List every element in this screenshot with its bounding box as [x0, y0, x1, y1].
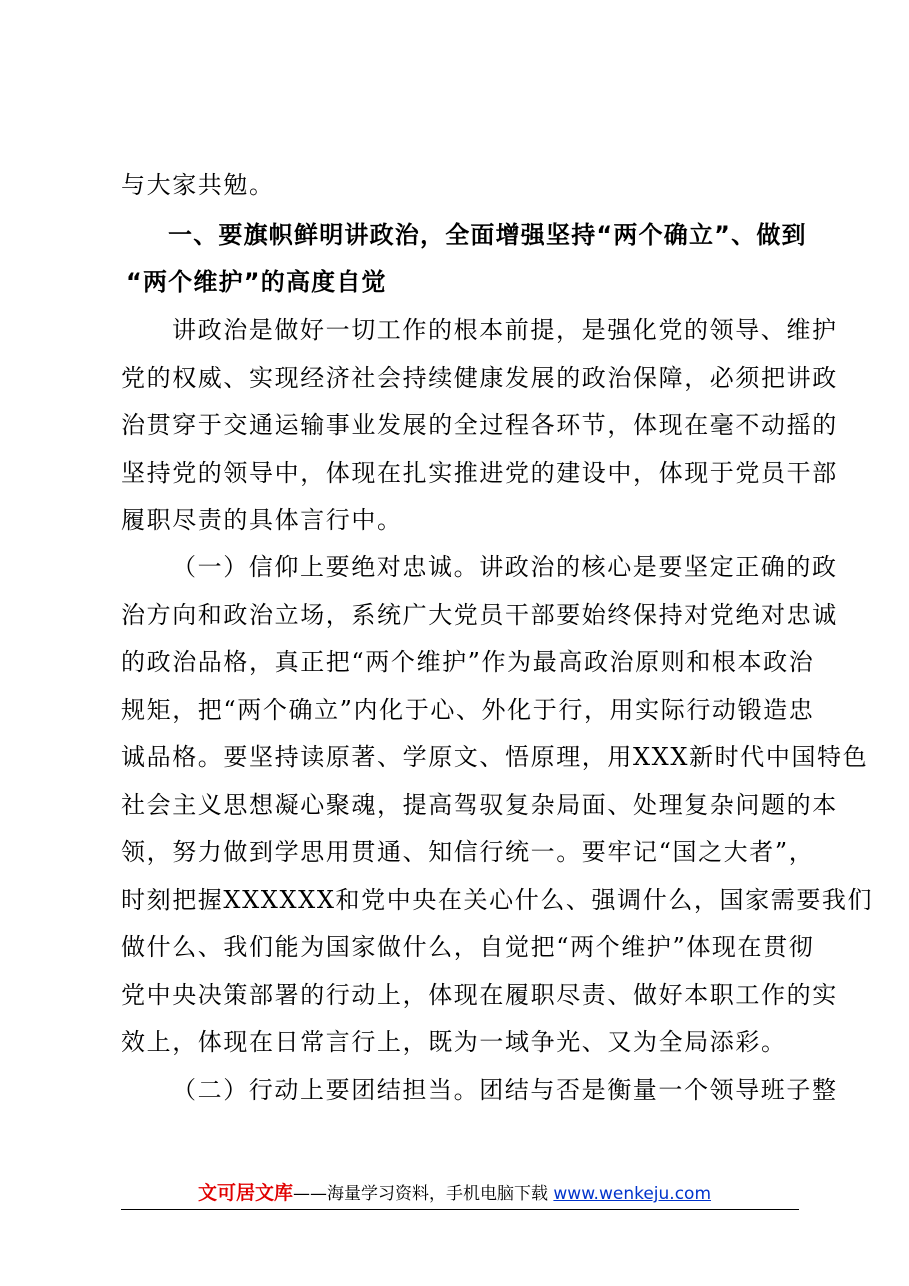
body-line: 效上，体现在日常言行上，既为一域争光、又为全局添彩。: [121, 1028, 787, 1056]
body-line: 诚品格。要坚持读原著、学原文、悟原理，用XXX新时代中国特色: [121, 743, 869, 771]
section-heading: 一、要旗帜鲜明讲政治，全面增强坚持“两个确立”、做到: [168, 221, 807, 249]
body-line: 讲政治是做好一切工作的根本前提，是强化党的领导、维护: [172, 316, 838, 344]
footer-brand: 文可居文库: [197, 1182, 293, 1204]
body-line: 规矩，把“两个确立”内化于心、外化于行，用实际行动锻造忠: [121, 696, 815, 724]
body-line: 领，努力做到学思用贯通、知信行统一。要牢记“国之大者”，: [121, 838, 815, 866]
body-line: 治方向和政治立场，系统广大党员干部要始终保持对党绝对忠诚: [121, 601, 838, 629]
body-line: 履职尽责的具体言行中。: [121, 506, 403, 534]
section-heading: “两个维护”的高度自觉: [126, 268, 387, 296]
body-line: 坚持党的领导中，体现在扎实推进党的建设中，体现于党员干部: [121, 459, 838, 487]
footer-divider: [121, 1209, 799, 1210]
body-line: 党中央决策部署的行动上，体现在履职尽责、做好本职工作的实: [121, 981, 838, 1009]
footer-tagline: ——海量学习资料，手机电脑下载: [293, 1184, 548, 1204]
body-line: 党的权威、实现经济社会持续健康发展的政治保障，必须把讲政: [121, 364, 838, 392]
body-line: 与大家共勉。: [121, 171, 275, 199]
body-line: 时刻把握XXXXXX和党中央在关心什么、强调什么，国家需要我们: [121, 886, 874, 914]
body-line: 的政治品格，真正把“两个维护”作为最高政治原则和根本政治: [121, 648, 815, 676]
body-line: 社会主义思想凝心聚魂，提高驾驭复杂局面、处理复杂问题的本: [121, 791, 838, 819]
page-footer: [0, 1181, 909, 1206]
body-line: 做什么、我们能为国家做什么，自觉把“两个维护”体现在贯彻: [121, 933, 815, 961]
body-line: （一）信仰上要绝对忠诚。讲政治的核心是要坚定正确的政: [172, 553, 838, 581]
footer-site-link[interactable]: www.wenkeju.com: [553, 1184, 712, 1204]
body-line: 治贯穿于交通运输事业发展的全过程各环节，体现在毫不动摇的: [121, 411, 838, 439]
body-line: （二）行动上要团结担当。团结与否是衡量一个领导班子整: [172, 1076, 838, 1104]
